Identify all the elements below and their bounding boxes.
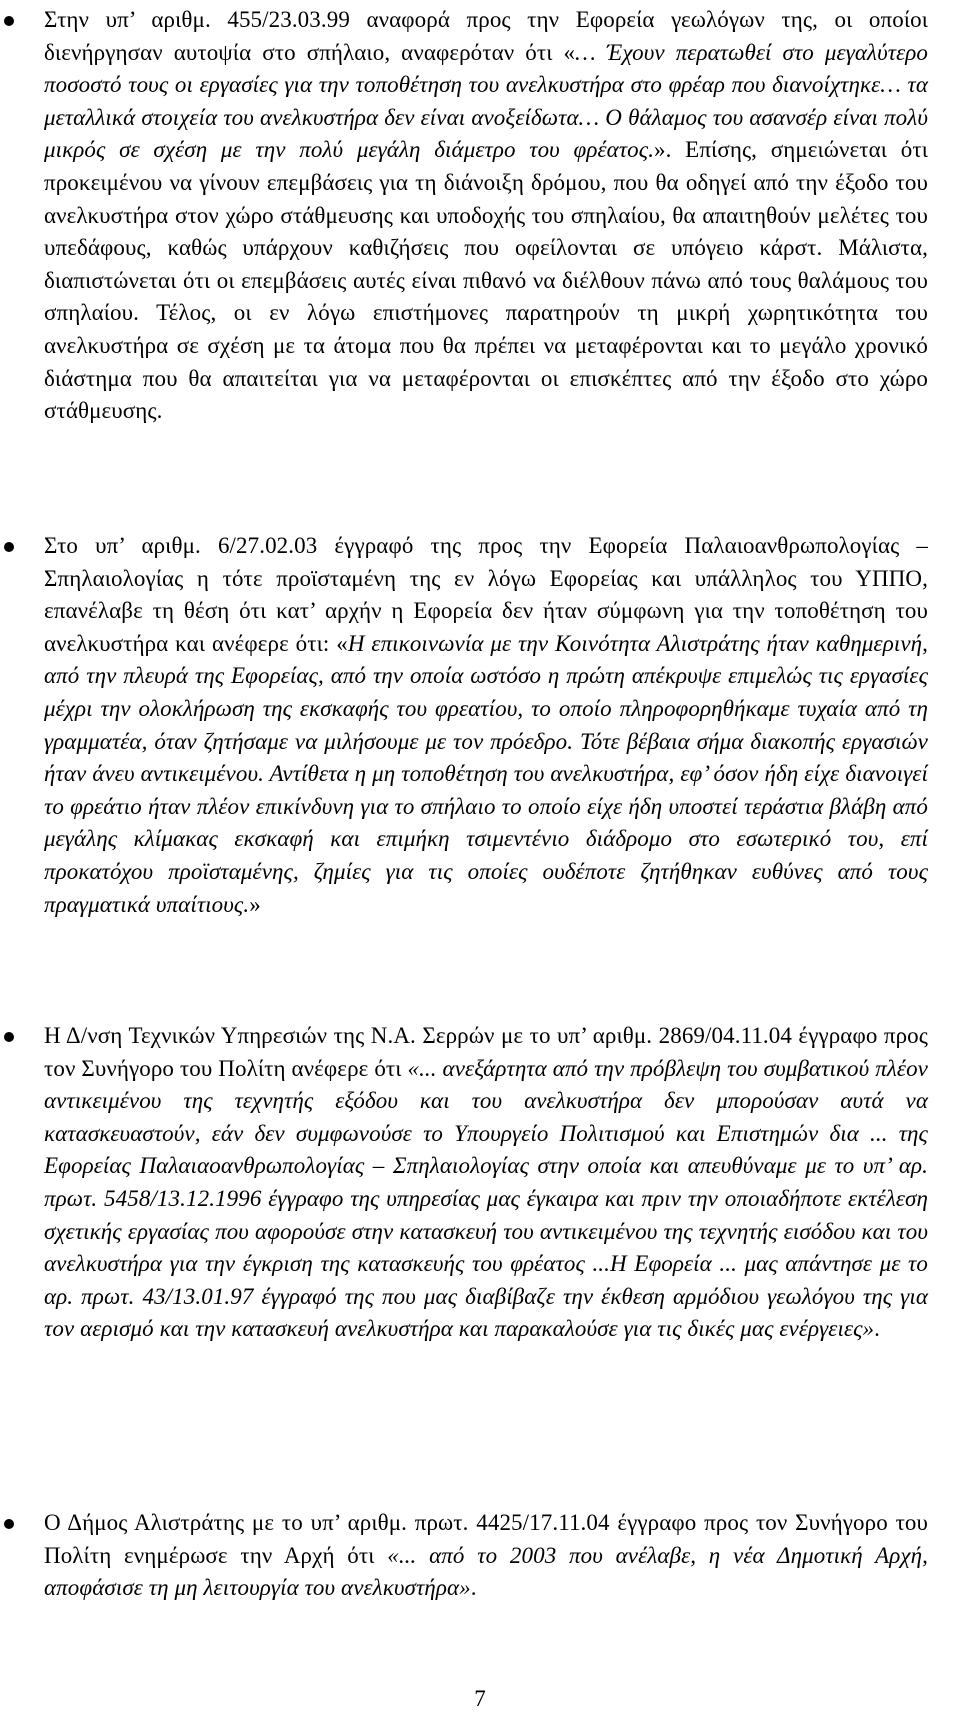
text-run: Η Δ/νση Τεχνικών Υπηρεσιών της Ν.Α. Σερρών με το υπ’ αριθμ. 2869/04.11.04 έγγραφο προς τον Συνήγορο του Πολίτη ανέφερε ότι (44, 1023, 928, 1081)
page-number: 7 (474, 1686, 486, 1711)
quoted-text: … Έχουν περατωθεί στο μεγαλύτερο ποσοστό τους οι εργασίες για την τοποθέτηση του ανελκυστήρα στο φρέαρ που διανοίχτηκε… τα μεταλλικά στοιχεία του ανελκυστήρα δεν είναι ανοξείδωτα… Ο θάλαμος του ασανσέρ είναι πολύ μικρός σε σχέση με την πολύ μεγάλη διάμετρο του φρέατος. (44, 39, 929, 163)
quoted-text: «... ανεξάρτητα από την πρόβλεψη του συμβατικού πλέον αντικειμένου της τεχνητής εξόδου και του ανελκυστήρα δεν μπορούσαν αυτά να κατασκευαστούν, εάν δεν συμφωνούσε το Υπουργείο Πολιτισμού και Επιστημών δια ... της Εφορείας Παλαιαοανθρωπολογίας – Σπηλαιολογίας στην οποία και απευθύναμε με το υπ’ αρ. πρωτ. 5458/13.12.1996 έγγραφο της υπηρεσίας μας έγκαιρα και πριν την οποιαδήποτε εκτέλεση σχετικής εργασίας που αφορούσε στην κατασκευή του αντικειμένου της τεχνητής εισόδου και του ανελκυστήρα για την έγκριση της κατασκευής του φρέατος ...Η Εφορεία ... μας απάντησε με το αρ. πρωτ. 43/13.01.97 έγγραφό της που μας διαβίβαζε την έκθεση αρμόδιου γεωλόγου της για τον αερισμό και την κατασκευή ανελκυστήρα και παρακαλούσε για τις δικές μας ενέργειες» (44, 1055, 928, 1342)
quoted-text: Η επικοινωνία με την Κοινότητα Αλιστράτης ήταν καθημερινή, από την πλευρά της Εφορείας, από την οποία ωστόσο η πρώτη απέκρυψε επιμελώς τις εργασίες μέχρι την ολοκλήρωση της εκσκαφής του φρεατίου, το οποίο πληροφορηθήκαμε τυχαία από τη γραμματέα, όταν ζητήσαμε να μιλήσουμε με τον πρόεδρο. Τότε βέβαια σήμα διακοπής εργασιών ήταν άνευ αντικειμένου. Αντίθετα η μη τοποθέτηση του ανελκυστήρα, εφ’ όσον ήδη είχε διανοιγεί το φρεάτιο ήταν πλέον επικίνδυνη για το σπήλαιο το οποίο είχε ήδη υποστεί τεράστια βλάβη από μεγάλης κλίμακας εκσκαφή και επιμήκη τσιμεντένιο διάδρομο στο εσωτερικό του, επί προκατόχου προϊσταμένης, ζημίες για τις οποίες ουδέποτε ζητήθηκαν ευθύνες από τους πραγματικά υπαίτιους. (44, 630, 928, 917)
text-run: Στο υπ’ αριθμ. 6/27.02.03 έγγραφό της προς την Εφορεία Παλαιοανθρωπολογίας – Σπηλαιολογίας η τότε προϊσταμένη της εν λόγω Εφορείας και υπάλληλος του ΥΠΠΟ, επανέλαβε τη θέση ότι κατ’ αρχήν η Εφορεία δεν ήταν σύμφωνη για την τοποθέτηση του ανελκυστήρα και ανέφερε ότι: « (44, 533, 928, 656)
text-run: » (249, 891, 261, 917)
bullet-icon (4, 542, 14, 552)
bullet-icon (4, 16, 14, 26)
quoted-text: «... από το 2003 που ανέλαβε, η νέα Δημοτική Αρχή, αποφάσισε τη μη λειτουργία του ανελκυστήρα» (44, 1542, 928, 1601)
paragraph-text (44, 1507, 928, 1605)
text-run: . (874, 1316, 881, 1342)
text-run: Ο Δήμος Αλιστράτης με το υπ’ αριθμ. πρωτ. 4425/17.11.04 έγγραφο προς τον Συνήγορο του Πολίτη ενημέρωσε την Αρχή ότι (44, 1510, 928, 1568)
paragraph-text (44, 1020, 928, 1346)
text-run: Στην υπ’ αριθμ. 455/23.03.99 αναφορά προς την Εφορεία γεωλόγων της, οι οποίοι διενήργησαν αυτοψία στο σπήλαιο, αναφερόταν ότι « (44, 7, 928, 65)
bullet-icon (4, 1032, 14, 1042)
text-run: ». Επίσης, σημειώνεται ότι προκειμένου να γίνουν επεμβάσεις για τη διάνοιξη δρόμου, που θα οδηγεί από την έξοδο του ανελκυστήρα στον χώρο στάθμευσης και υποδοχής του σπηλαίου, θα απαιτηθούν μελέτες του υπεδάφους, καθώς υπάρχουν καθιζήσεις που οφείλονται σε υπόγειο κάρστ. Μάλιστα, διαπιστώνεται ότι οι επεμβάσεις αυτές είναι πιθανό να διέλθουν πάνω από τους θαλάμους του σπηλαίου. Τέλος, οι εν λόγω επιστήμονες παρατηρούν τη μικρή χωρητικότητα του ανελκυστήρα σε σχέση με τα άτομα που θα πρέπει να μεταφέρονται και το μεγάλο χρονικό διάστημα που θα απαιτείται για να μεταφέρονται οι επισκέπτες από την έξοδο στο χώρο στάθμευσης. (44, 137, 928, 424)
bullet-icon (4, 1519, 14, 1529)
paragraph-text (44, 4, 928, 428)
paragraph-text (44, 530, 928, 921)
text-run: . (470, 1575, 477, 1601)
